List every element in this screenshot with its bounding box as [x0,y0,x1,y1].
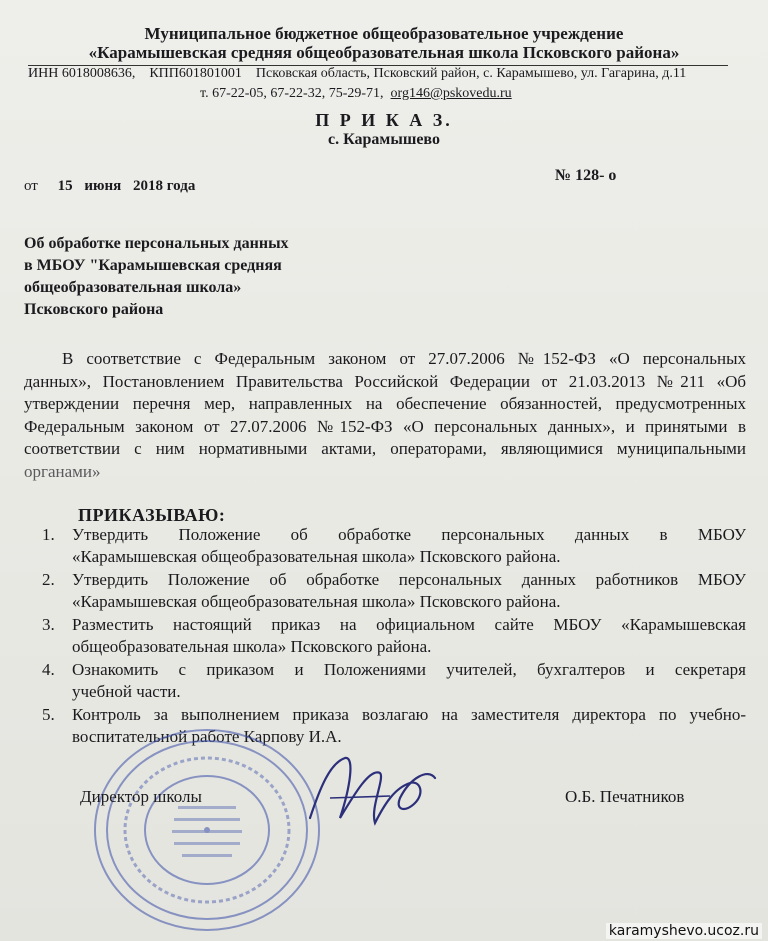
email-text: org146@pskovedu.ru [390,86,512,101]
kpp-text: КПП601801001 [149,66,242,81]
org-name-line1: Муниципальное бюджетное общеобразовательное учреждение [144,24,624,43]
item-line: Контроль за выполнением приказа возлагаю на заместителя директора по учебно- [72,705,746,724]
address-text: Псковская область, Псковский район, с. Карамышево, ул. Гагарина, д.11 [255,66,687,81]
item-line: Утвердить Положение об обработке персональных данных работников МБОУ [72,570,746,589]
item-line: «Карамышевская общеобразовательная школа» Псковского района. [72,546,561,566]
item-number: 2. [42,570,55,589]
site-watermark: karamyshevo.ucoz.ru [606,923,762,939]
item-number: 4. [42,660,55,679]
document-subject [24,233,354,321]
director-signature [300,748,440,838]
order-item [42,659,746,702]
document-date [24,178,195,195]
preamble-line: Федеральным законом от 27.07.2006 №152-ФЗ «О персональных данных», и принятыми в [24,416,746,436]
org-name-line2: «Карамышевская средняя общеобразовательная школа Псковского района» [88,43,680,62]
requisites-line2 [200,86,512,102]
item-number: 1. [42,525,55,544]
preamble-line: данных», Постановлением Правительства Российской Федерации от 21.03.2013 №211 «Об [24,371,746,391]
order-items-list [42,524,746,749]
subject-line: общеобразовательная школа» [24,279,242,296]
order-heading: ПРИКАЗЫВАЮ: [78,505,226,525]
preamble-paragraph [24,348,746,483]
phones-text: т. 67-22-05, 67-22-32, 75-29-71, [200,86,384,101]
order-item [42,524,746,567]
official-seal-stamp [82,720,332,940]
inn-text: ИНН 6018008636, [28,66,136,81]
date-prefix: от [24,178,38,194]
subject-line: в МБОУ "Карамышевская средняя [24,257,282,274]
item-line: Ознакомить с приказом и Положениями учителей, бухгалтеров и секретаря [72,660,746,679]
item-line: учебной части. [72,681,181,701]
preamble-line: В соответствие с Федеральным законом от 27.07.2006 №152-ФЗ «О персональных [62,349,746,368]
date-day: 15 [57,178,73,194]
item-number: 5. [42,705,55,724]
document-number: № 128- о [555,167,617,184]
order-item [42,569,746,612]
requisites-line1 [28,66,686,82]
subject-line: Об обработке персональных данных [24,235,289,252]
item-line: «Карамышевская общеобразовательная школа» Псковского района. [72,591,561,611]
preamble-line: соответствии с ним нормативными актами, операторами, являющимися муниципальными [24,439,746,458]
item-line: Разместить настоящий приказ на официальном сайте МБОУ «Карамышевская [72,615,746,634]
document-title: П Р И К А З. [315,110,453,130]
signature-position: Директор школы [80,787,202,806]
item-line: общеобразовательная школа» Псковского района. [72,636,432,656]
subject-line: Псковского района [24,301,164,318]
item-line: воспитательной работе Карпову И.А. [72,726,342,746]
date-year: 2018 года [132,178,196,194]
document-place: с. Карамышево [328,131,440,148]
date-month: июня [84,178,122,194]
preamble-line: утверждении перечня мер, направленных на обеспечение обязанностей, предусмотренных [24,394,746,413]
item-line: Утвердить Положение об обработке персональных данных в МБОУ [72,525,746,544]
signature-name: О.Б. Печатников [565,787,685,806]
order-item [42,614,746,657]
preamble-line: органами» [24,461,101,481]
item-number: 3. [42,615,55,634]
